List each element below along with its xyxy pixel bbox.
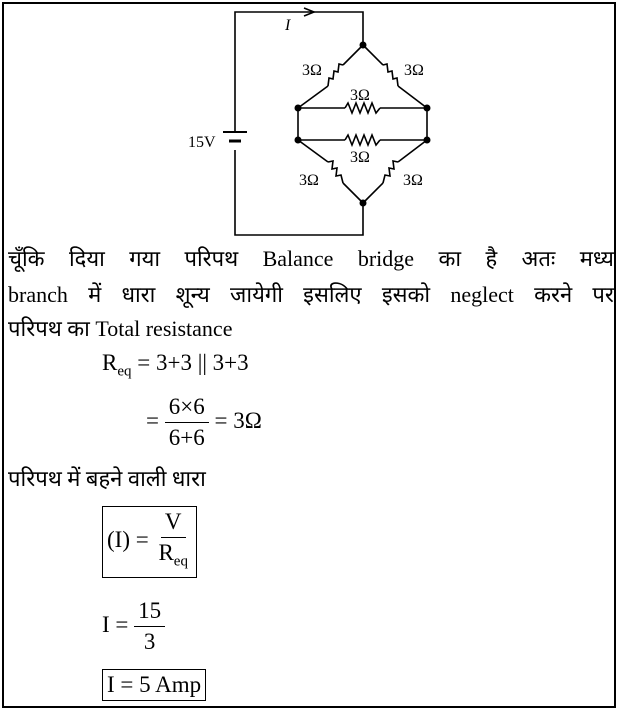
- word: अतः: [521, 246, 556, 271]
- word: करने: [534, 282, 573, 307]
- explanation-line-1: [8, 244, 614, 274]
- req-equation: [102, 350, 249, 381]
- node-right-lower: [424, 137, 431, 144]
- node-left-upper: [295, 105, 302, 112]
- word: परिपथ: [184, 246, 239, 271]
- fraction-6x6: $\frac{6\times 6}{6+6}$: [165, 394, 209, 451]
- node-top: [360, 42, 367, 49]
- circuit-wire-bottom: [235, 150, 363, 235]
- resistor-middle-lower: [345, 135, 380, 145]
- word: चूँकि: [8, 246, 45, 271]
- battery-label: 15V: [188, 134, 216, 151]
- word: पर: [592, 282, 614, 307]
- resistor-label-top-left: 3Ω: [302, 62, 322, 79]
- resistor-label-middle-upper: 3Ω: [350, 87, 370, 104]
- resistor-label-middle-lower: 3Ω: [350, 149, 370, 166]
- current-formula-box: [102, 506, 197, 578]
- req-result: = 3Ω: [214, 407, 262, 433]
- fraction-15-over-3: $\frac{15}{3}$: [134, 598, 165, 655]
- current-substitution: [102, 598, 165, 655]
- resistor-label-top-right: 3Ω: [404, 62, 424, 79]
- resistor-label-bottom-left: 3Ω: [299, 172, 319, 189]
- explanation-line-2: [8, 280, 614, 310]
- word: neglect: [450, 282, 514, 307]
- req-fraction-step: [146, 394, 262, 451]
- word: Balance: [262, 246, 334, 271]
- explanation-line-3: परिपथ का Total resistance: [8, 316, 233, 341]
- word: मध्य: [579, 246, 614, 271]
- word: branch: [8, 282, 68, 307]
- word: इसको: [381, 282, 431, 307]
- current-label: I: [285, 17, 291, 34]
- current-formula-lhs: (I) =: [107, 527, 149, 553]
- resistor-middle-upper: [345, 103, 380, 113]
- word: का: [438, 246, 462, 271]
- word: दिया: [68, 246, 105, 271]
- word: जायेगी: [230, 282, 283, 307]
- req-subscript: eq: [117, 363, 132, 380]
- req-expression: = 3+3 || 3+3: [137, 350, 249, 375]
- current-symbol: I =: [102, 611, 129, 637]
- req-symbol: R: [102, 350, 118, 375]
- resistor-bottom-left: [328, 161, 343, 183]
- word: है: [485, 246, 498, 271]
- word: धारा: [121, 282, 156, 307]
- word: गया: [129, 246, 161, 271]
- resistor-top-right: [383, 64, 398, 86]
- word: bridge: [357, 246, 415, 271]
- resistor-bottom-right: [383, 161, 398, 183]
- final-answer-box: I = 5 Amp: [102, 669, 206, 701]
- node-right-upper: [424, 105, 431, 112]
- node-bottom: [360, 200, 367, 207]
- word: में: [88, 282, 102, 307]
- circuit-wire-left: [235, 12, 363, 132]
- explanation-line-4: परिपथ में बहने वाली धारा: [8, 466, 206, 491]
- fraction-v-over-req: $\frac{V}{R_{eq}}$: [158, 509, 188, 570]
- node-left-lower: [295, 137, 302, 144]
- bridge-circuit-diagram: [0, 0, 622, 240]
- word: शून्य: [175, 282, 210, 307]
- equals-sign: =: [146, 407, 159, 433]
- resistor-top-left: [328, 64, 343, 86]
- resistor-label-bottom-right: 3Ω: [403, 172, 423, 189]
- word: इसलिए: [303, 282, 362, 307]
